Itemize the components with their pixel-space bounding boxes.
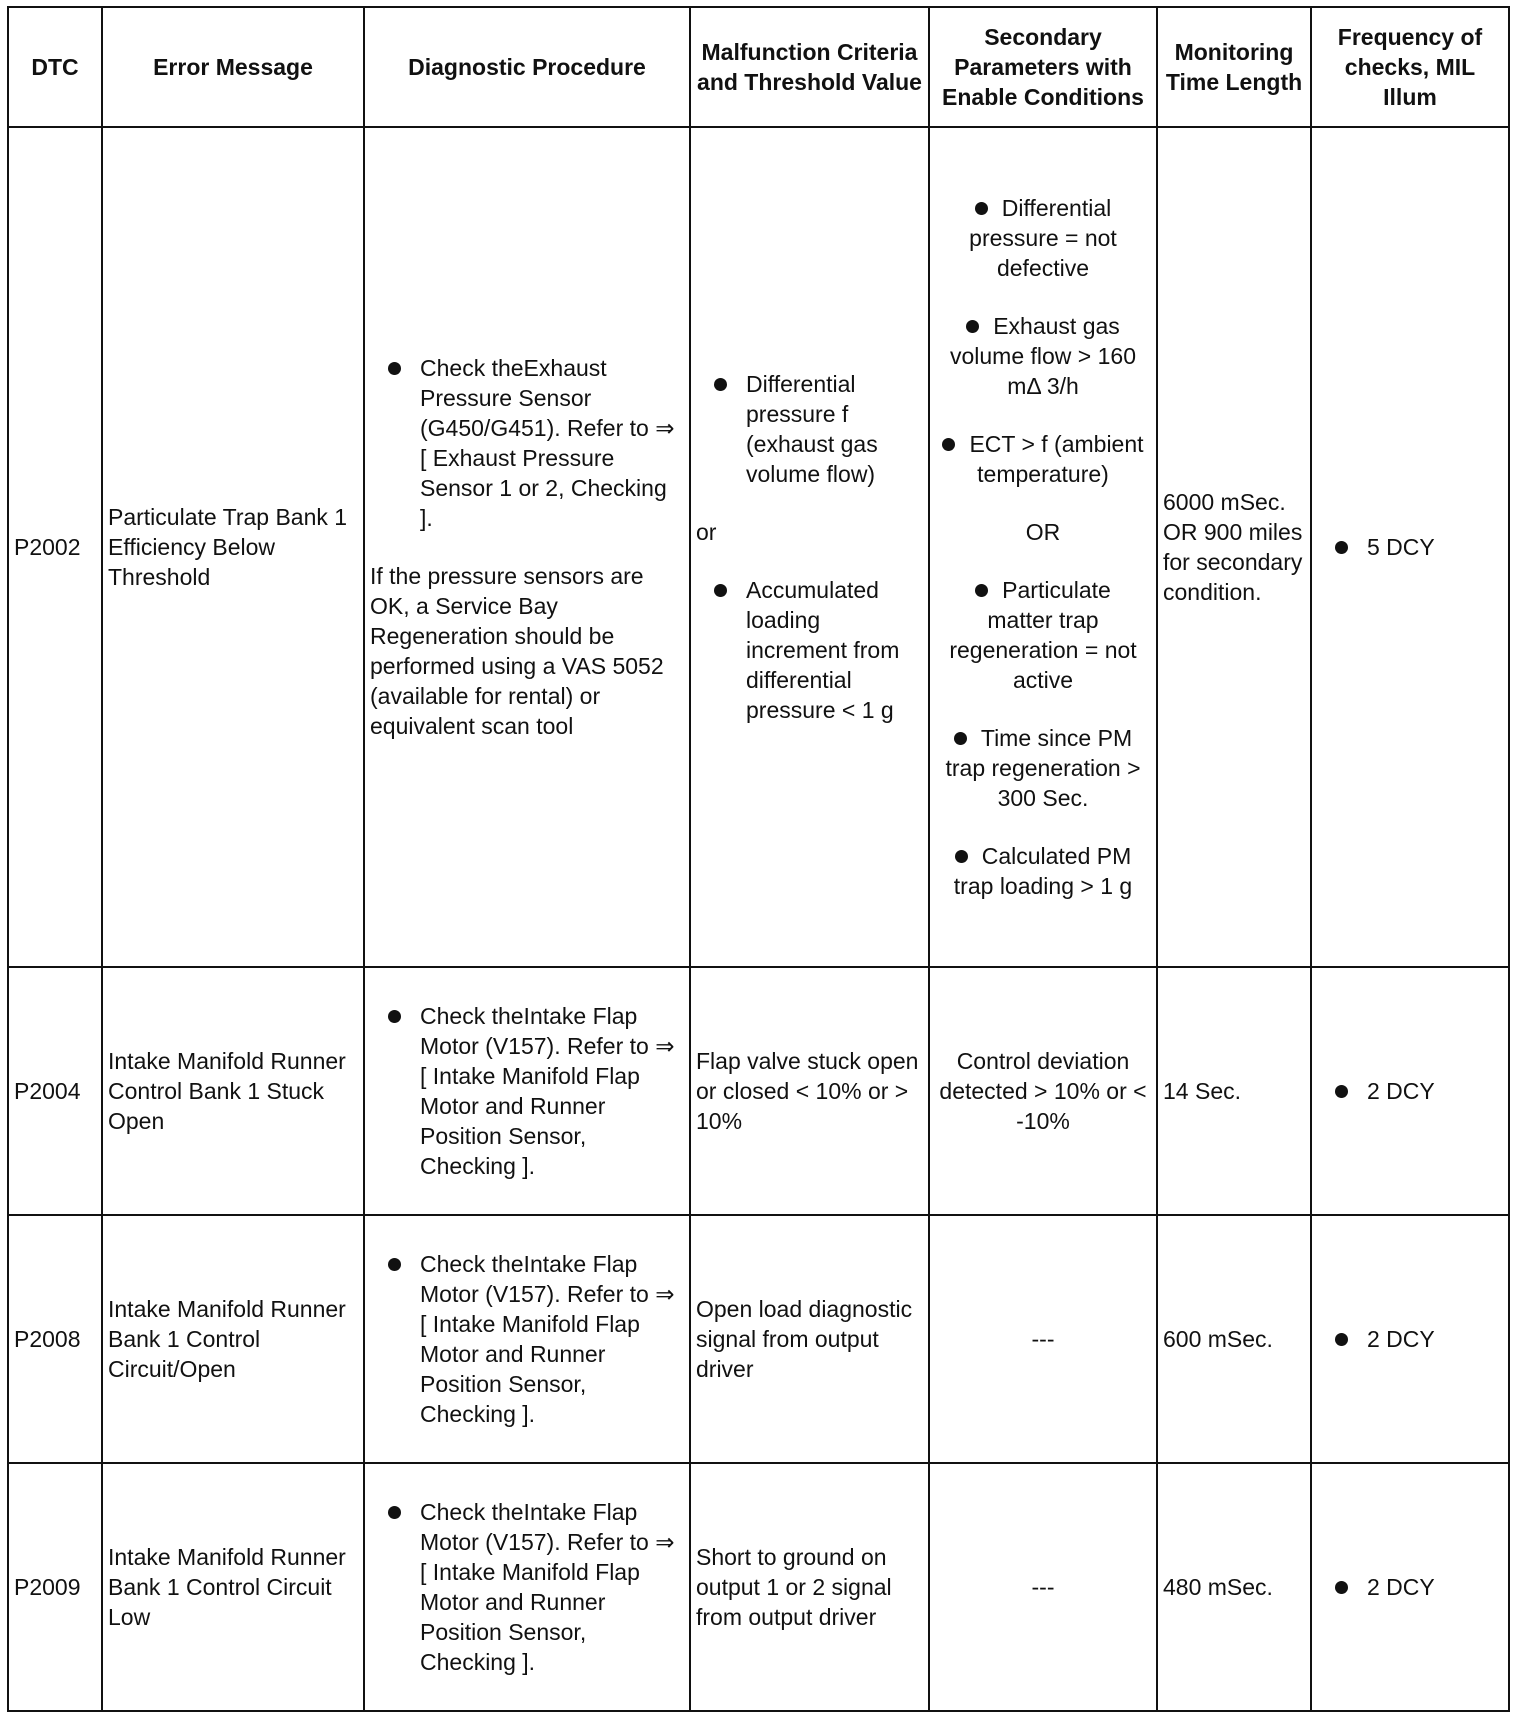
header-malfunction-criteria: Malfunction Criteria and Threshold Value (690, 7, 929, 127)
monitoring-time: 6000 mSec. OR 900 miles for secondary condition. (1157, 127, 1311, 967)
table-row (8, 1215, 1509, 1463)
malfunction-criteria: Flap valve stuck open or closed < 10% or > 10% (690, 967, 929, 1215)
bullet-icon (966, 320, 979, 333)
dtc-code: P2009 (8, 1463, 102, 1711)
malfunction-list (696, 575, 923, 725)
frequency (1311, 967, 1509, 1215)
procedure-list (370, 1001, 684, 1181)
procedure-bullet: Check theIntake Flap Motor (V157). Refer to ⇒ [ Intake Manifold Flap Motor and Runner Position Sensor, Checking ]. (370, 1001, 684, 1181)
frequency-item: 2 DCY (1317, 1324, 1503, 1354)
malfunction-criteria: Short to ground on output 1 or 2 signal from output driver (690, 1463, 929, 1711)
diagnostic-procedure (364, 967, 690, 1215)
malfunction-criteria: Open load diagnostic signal from output driver (690, 1215, 929, 1463)
monitoring-time: 600 mSec. (1157, 1215, 1311, 1463)
secondary-parameters: --- (929, 1215, 1157, 1463)
bullet-icon (942, 438, 955, 451)
frequency-list (1317, 532, 1503, 562)
header-diagnostic-procedure: Diagnostic Procedure (364, 7, 690, 127)
frequency-item: 2 DCY (1317, 1572, 1503, 1602)
error-message: Intake Manifold Runner Bank 1 Control Circuit Low (102, 1463, 364, 1711)
header-row (8, 7, 1509, 127)
frequency (1311, 1463, 1509, 1711)
bullet-icon (955, 850, 968, 863)
error-message: Intake Manifold Runner Control Bank 1 Stuck Open (102, 967, 364, 1215)
bullet-icon (954, 732, 967, 745)
procedure-note: If the pressure sensors are OK, a Service Bay Regeneration should be performed using a VAS 5052 (available for rental) or equivalent scan tool (370, 563, 664, 739)
dtc-document (7, 6, 1510, 1712)
diagnostic-procedure (364, 1463, 690, 1711)
monitoring-time: 480 mSec. (1157, 1463, 1311, 1711)
bullet-icon (975, 584, 988, 597)
secondary-item: Particulate matter trap regeneration = not active (949, 577, 1137, 693)
frequency-item: 5 DCY (1317, 532, 1503, 562)
table-row (8, 967, 1509, 1215)
malfunction-item: Differential pressure f (exhaust gas volume flow) (696, 369, 923, 489)
table-row (8, 1463, 1509, 1711)
procedure-list (370, 1249, 684, 1429)
malfunction-criteria (690, 127, 929, 967)
bullet-icon (975, 202, 988, 215)
frequency (1311, 1215, 1509, 1463)
diagnostic-procedure (364, 127, 690, 967)
secondary-item: Time since PM trap regeneration > 300 Sec. (945, 725, 1141, 811)
dtc-code: P2002 (8, 127, 102, 967)
header-secondary-parameters: Secondary Parameters with Enable Conditions (929, 7, 1157, 127)
secondary-parameters: Control deviation detected > 10% or < -10% (929, 967, 1157, 1215)
secondary-parameters: --- (929, 1463, 1157, 1711)
secondary-parameters (929, 127, 1157, 967)
procedure-bullet: Check theIntake Flap Motor (V157). Refer to ⇒ [ Intake Manifold Flap Motor and Runner Position Sensor, Checking ]. (370, 1497, 684, 1677)
frequency-list (1317, 1572, 1503, 1602)
malfunction-or: or (696, 519, 717, 545)
procedure-bullet: Check theExhaust Pressure Sensor (G450/G451). Refer to ⇒ [ Exhaust Pressure Sensor 1 or 2, Checking ]. (370, 353, 684, 533)
secondary-item: Differential pressure = not defective (969, 195, 1117, 281)
dtc-table (7, 6, 1510, 1712)
procedure-list (370, 353, 684, 533)
error-message: Particulate Trap Bank 1 Efficiency Below Threshold (102, 127, 364, 967)
dtc-code: P2004 (8, 967, 102, 1215)
monitoring-time: 14 Sec. (1157, 967, 1311, 1215)
malfunction-item: Accumulated loading increment from differential pressure < 1 g (696, 575, 923, 725)
header-monitoring-time: Monitoring Time Length (1157, 7, 1311, 127)
frequency-list (1317, 1324, 1503, 1354)
procedure-list (370, 1497, 684, 1677)
secondary-or: OR (1025, 519, 1061, 545)
table-row (8, 127, 1509, 967)
secondary-item: Exhaust gas volume flow > 160 mΔ 3/h (949, 313, 1137, 399)
malfunction-list (696, 369, 923, 489)
header-error-message: Error Message (102, 7, 364, 127)
frequency-list (1317, 1076, 1503, 1106)
diagnostic-procedure (364, 1215, 690, 1463)
frequency-item: 2 DCY (1317, 1076, 1503, 1106)
frequency (1311, 127, 1509, 967)
secondary-list (935, 193, 1151, 901)
error-message: Intake Manifold Runner Bank 1 Control Circuit/Open (102, 1215, 364, 1463)
dtc-code: P2008 (8, 1215, 102, 1463)
header-dtc: DTC (8, 7, 102, 127)
header-frequency: Frequency of checks, MIL Illum (1311, 7, 1509, 127)
secondary-item: Calculated PM trap loading > 1 g (953, 843, 1133, 899)
procedure-bullet: Check theIntake Flap Motor (V157). Refer to ⇒ [ Intake Manifold Flap Motor and Runner Position Sensor, Checking ]. (370, 1249, 684, 1429)
secondary-item: ECT > f (ambient temperature) (935, 429, 1151, 489)
